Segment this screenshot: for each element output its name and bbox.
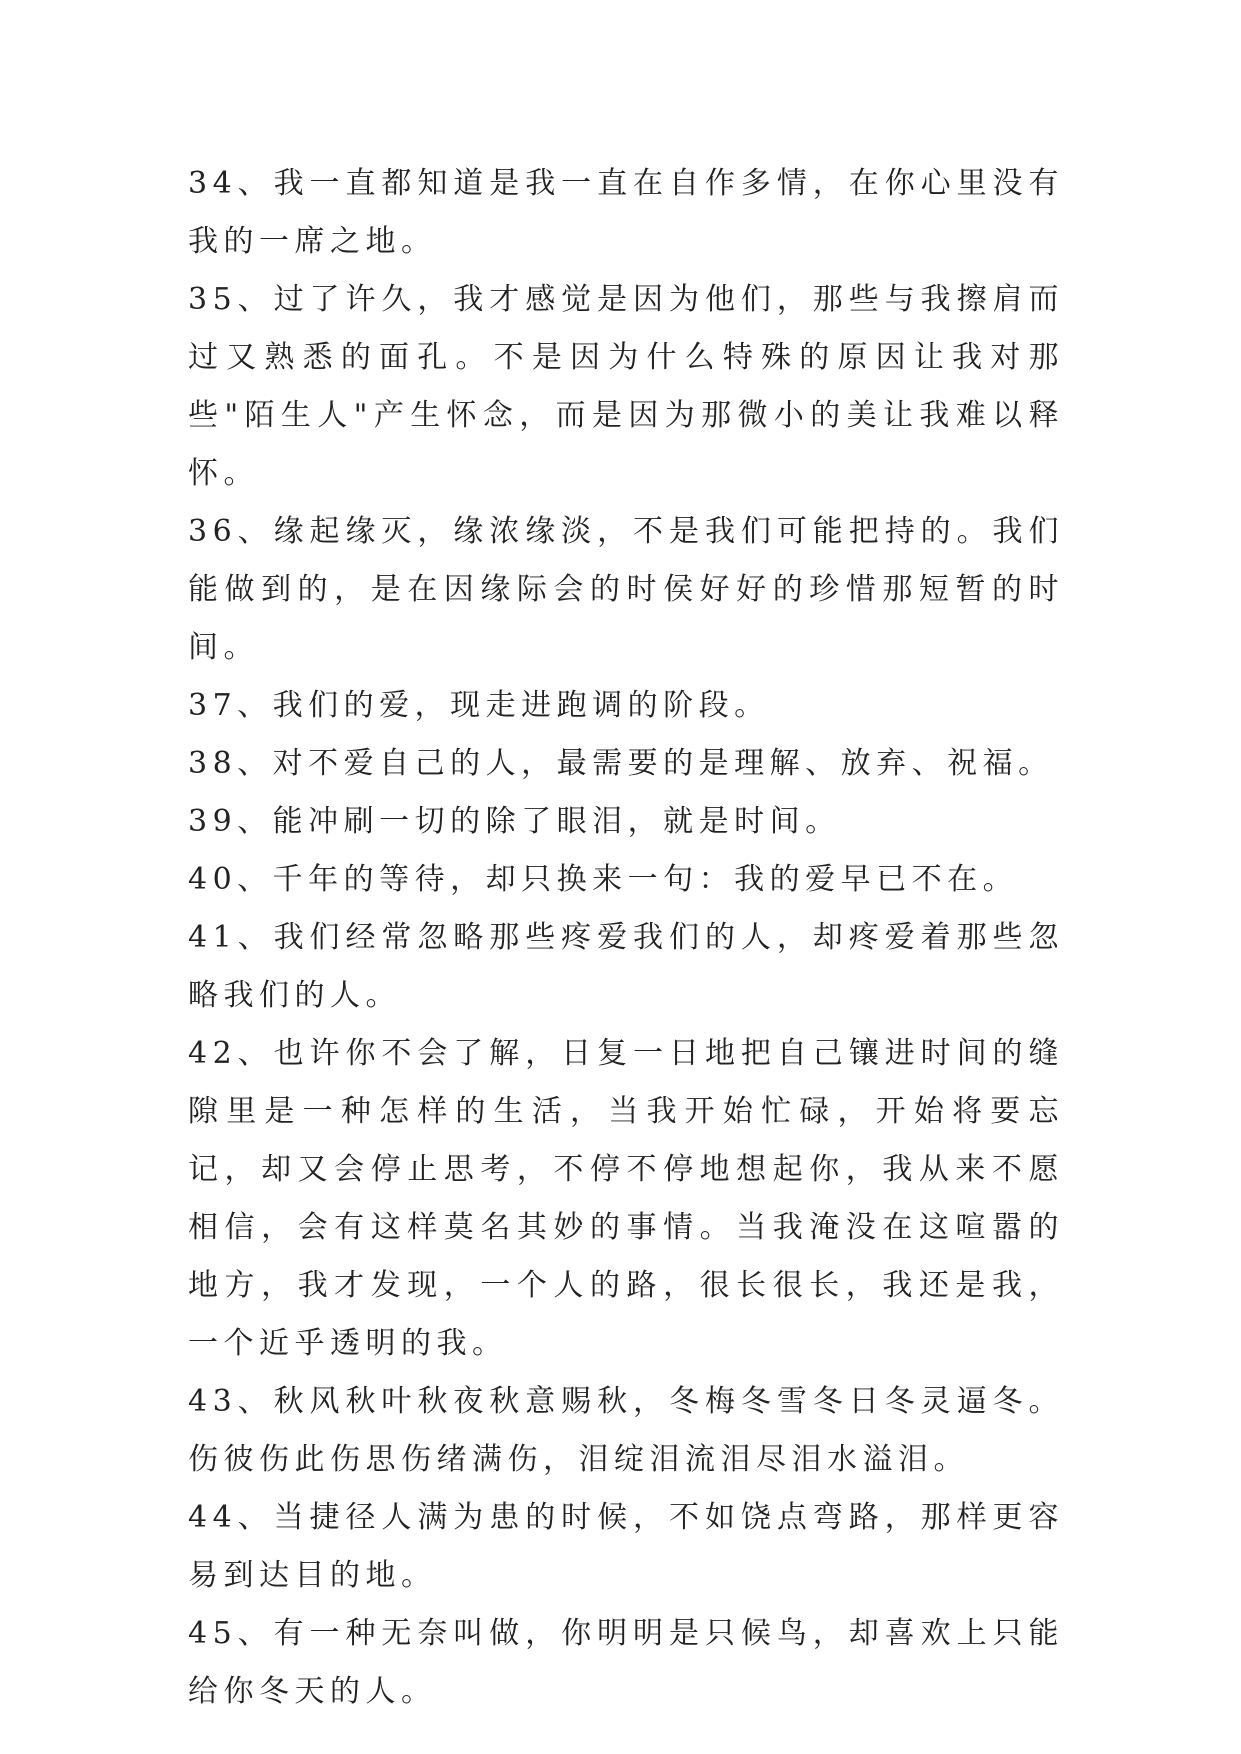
- paragraph-43: 43、秋风秋叶秋夜秋意赐秋，冬梅冬雪冬日冬灵逼冬。伤彼伤此伤思伤绪满伤，泪绽泪流泪尽泪水溢泪。: [188, 1384, 1064, 1477]
- paragraph-40: 40、千年的等待，却只换来一句：我的爱早已不在。: [188, 862, 1019, 897]
- paragraph-41: 41、我们经常忽略那些疼爱我们的人，却疼爱着那些忽略我们的人。: [188, 920, 1064, 1013]
- paragraph-36: 36、缘起缘灭，缘浓缘淡，不是我们可能把持的。我们能做到的，是在因缘际会的时侯好好的珍惜那短暂的时间。: [188, 514, 1064, 665]
- paragraph-35: 35、过了许久，我才感觉是因为他们，那些与我擦肩而过又熟悉的面孔。不是因为什么特殊的原因让我对那些"陌生人"产生怀念，而是因为那微小的美让我难以释怀。: [188, 282, 1064, 491]
- paragraph-37: 37、我们的爱，现走进跑调的阶段。: [188, 688, 770, 723]
- document-body: [188, 155, 1064, 1721]
- paragraph-38: 38、对不爱自己的人，最需要的是理解、放弃、祝福。: [188, 746, 1054, 781]
- paragraph-42: 42、也许你不会了解，日复一日地把自己镶进时间的缝隙里是一种怎样的生活，当我开始忙碌，开始将要忘记，却又会停止思考，不停不停地想起你，我从来不愿相信，会有这样莫名其妙的事情。当我淹没在这喧嚣的地方，我才发现，一个人的路，很长很长，我还是我，一个近乎透明的我。: [188, 1036, 1064, 1361]
- paragraph-44: 44、当捷径人满为患的时候，不如饶点弯路，那样更容易到达目的地。: [188, 1500, 1064, 1593]
- paragraph-39: 39、能冲刷一切的除了眼泪，就是时间。: [188, 804, 841, 839]
- paragraph-45: 45、有一种无奈叫做，你明明是只候鸟，却喜欢上只能给你冬天的人。: [188, 1616, 1064, 1709]
- paragraph-34: 34、我一直都知道是我一直在自作多情，在你心里没有我的一席之地。: [188, 166, 1064, 259]
